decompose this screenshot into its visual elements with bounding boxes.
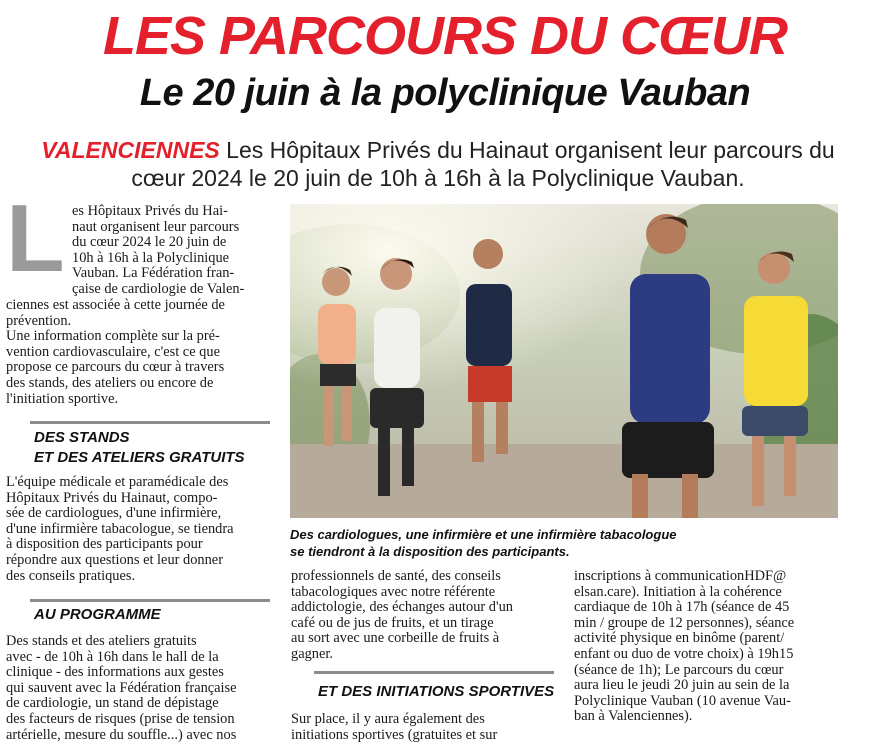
section-rule [314, 671, 554, 674]
photo-caption [290, 526, 850, 560]
text-line: à disposition des participants pour [6, 536, 203, 553]
intro-continued [6, 298, 266, 407]
text-line: es Hôpitaux Privés du Hai- [72, 203, 228, 219]
text-line: professionnels de santé, des conseils [291, 568, 501, 584]
section-heading-initiations: ET DES INITIATIONS SPORTIVES [318, 683, 555, 700]
text-line: min / groupe de 12 personnes), séance [574, 614, 795, 631]
lead-paragraph [28, 136, 848, 192]
section-heading-stands [34, 428, 245, 468]
stands-paragraph [6, 475, 268, 584]
text-line: Une information complète sur la pré- [6, 328, 220, 345]
text-line: ban à Valenciennes). [574, 708, 693, 725]
section-rule [30, 599, 270, 602]
text-line: cardiaque de 10h à 17h (séance de 45 [574, 599, 790, 616]
text-line: propose ce parcours du cœur à travers [6, 359, 225, 376]
text-line: inscriptions à communicationHDF@ [574, 568, 787, 584]
text-line: des facteurs de risques (prise de tension [6, 710, 235, 727]
text-line: d'une infirmière tabacologue, se tiendra [6, 520, 234, 537]
text-line: Vauban. La Fédération fran- [72, 265, 235, 282]
text-line: Polyclinique Vauban (10 avenue Vau- [574, 692, 791, 709]
text-line: tabacologiques avec notre référente [291, 583, 496, 600]
text-line: Sur place, il y aura également des [291, 711, 485, 727]
text-line: avec - de 10h à 16h dans le hall de la [6, 648, 219, 665]
text-line: prévention. [6, 312, 72, 329]
runners-illustration [290, 204, 838, 518]
text-line: activité physique en binôme (parent/ [574, 630, 785, 647]
text-line: 10h à 16h à la Polyclinique [72, 249, 230, 266]
initiations-paragraph [291, 712, 555, 743]
text-line: des stands, des ateliers ou encore de [6, 374, 214, 391]
programme-paragraph [6, 634, 268, 743]
text-line: de cardiologie, un stand de dépistage [6, 695, 219, 712]
text-line: (séance de 1h); Le parcours du cœur [574, 661, 784, 678]
text-line: répondre aux questions et leur donner [6, 551, 223, 568]
text-line: L'équipe médicale et paramédicale des [6, 474, 229, 490]
text-line: au sort avec une corbeille de fruits à [291, 630, 500, 647]
headline-title: LES PARCOURS DU CŒUR [102, 6, 788, 66]
text-line: Des stands et des ateliers gratuits [6, 633, 197, 649]
text-line: des conseils pratiques. [6, 567, 136, 584]
dropcap-letter: L [6, 185, 65, 292]
column3-paragraph [574, 569, 844, 725]
headline-subtitle: Le 20 juin à la polyclinique Vauban [139, 72, 751, 114]
caption-line: Des cardiologues, une infirmière et une infirmière tabacologue [290, 527, 677, 542]
text-line: clinique - des informations aux gestes [6, 664, 224, 681]
text-line: gagner. [291, 645, 333, 662]
lead-city: VALENCIENNES [41, 137, 220, 163]
text-line: café ou de jus de fruits, et un tirage [291, 614, 494, 631]
lead-text: Les Hôpitaux Privés du Hainaut organisent leur parcours du cœur 2024 le 20 juin de 10h à 16h à la Polyclinique Vauban. [131, 137, 835, 191]
text-line: artérielle, mesure du souffle...) avec nos [6, 726, 237, 743]
section-rule [30, 421, 270, 424]
text-line: naut organisent leur parcours [72, 218, 240, 235]
intro-beside-dropcap [72, 204, 266, 298]
text-line: initiations sportives (gratuites et sur [291, 726, 498, 743]
caption-line: se tiendront à la disposition des participants. [290, 544, 570, 559]
text-line: Hôpitaux Privés du Hainaut, compo- [6, 489, 218, 506]
text-line: aura lieu le jeudi 20 juin au sein de la [574, 677, 790, 694]
text-line: çaise de cardiologie de Valen- [72, 280, 245, 297]
text-line: addictologie, des échanges autour d'un [291, 599, 513, 616]
text-line: elsan.care). Initiation à la cohérence [574, 583, 782, 600]
text-line: ciennes est associée à cette journée de [6, 297, 225, 313]
text-line: l'initiation sportive. [6, 390, 119, 407]
text-line: sée de cardiologues, d'une infirmière, [6, 505, 222, 522]
text-line: qui sauvent avec la Fédération française [6, 679, 237, 696]
runners-photo [290, 204, 838, 518]
text-line: vention cardiovasculaire, c'est ce que [6, 343, 220, 360]
text-line: enfant ou duo de votre choix) à 19h15 [574, 645, 794, 662]
heading-line: ET DES ATELIERS GRATUITS [34, 449, 245, 466]
section-heading-programme: AU PROGRAMME [34, 606, 161, 623]
column2-paragraph [291, 569, 555, 663]
text-line: du cœur 2024 le 20 juin de [72, 234, 227, 251]
heading-line: DES STANDS [34, 429, 130, 446]
